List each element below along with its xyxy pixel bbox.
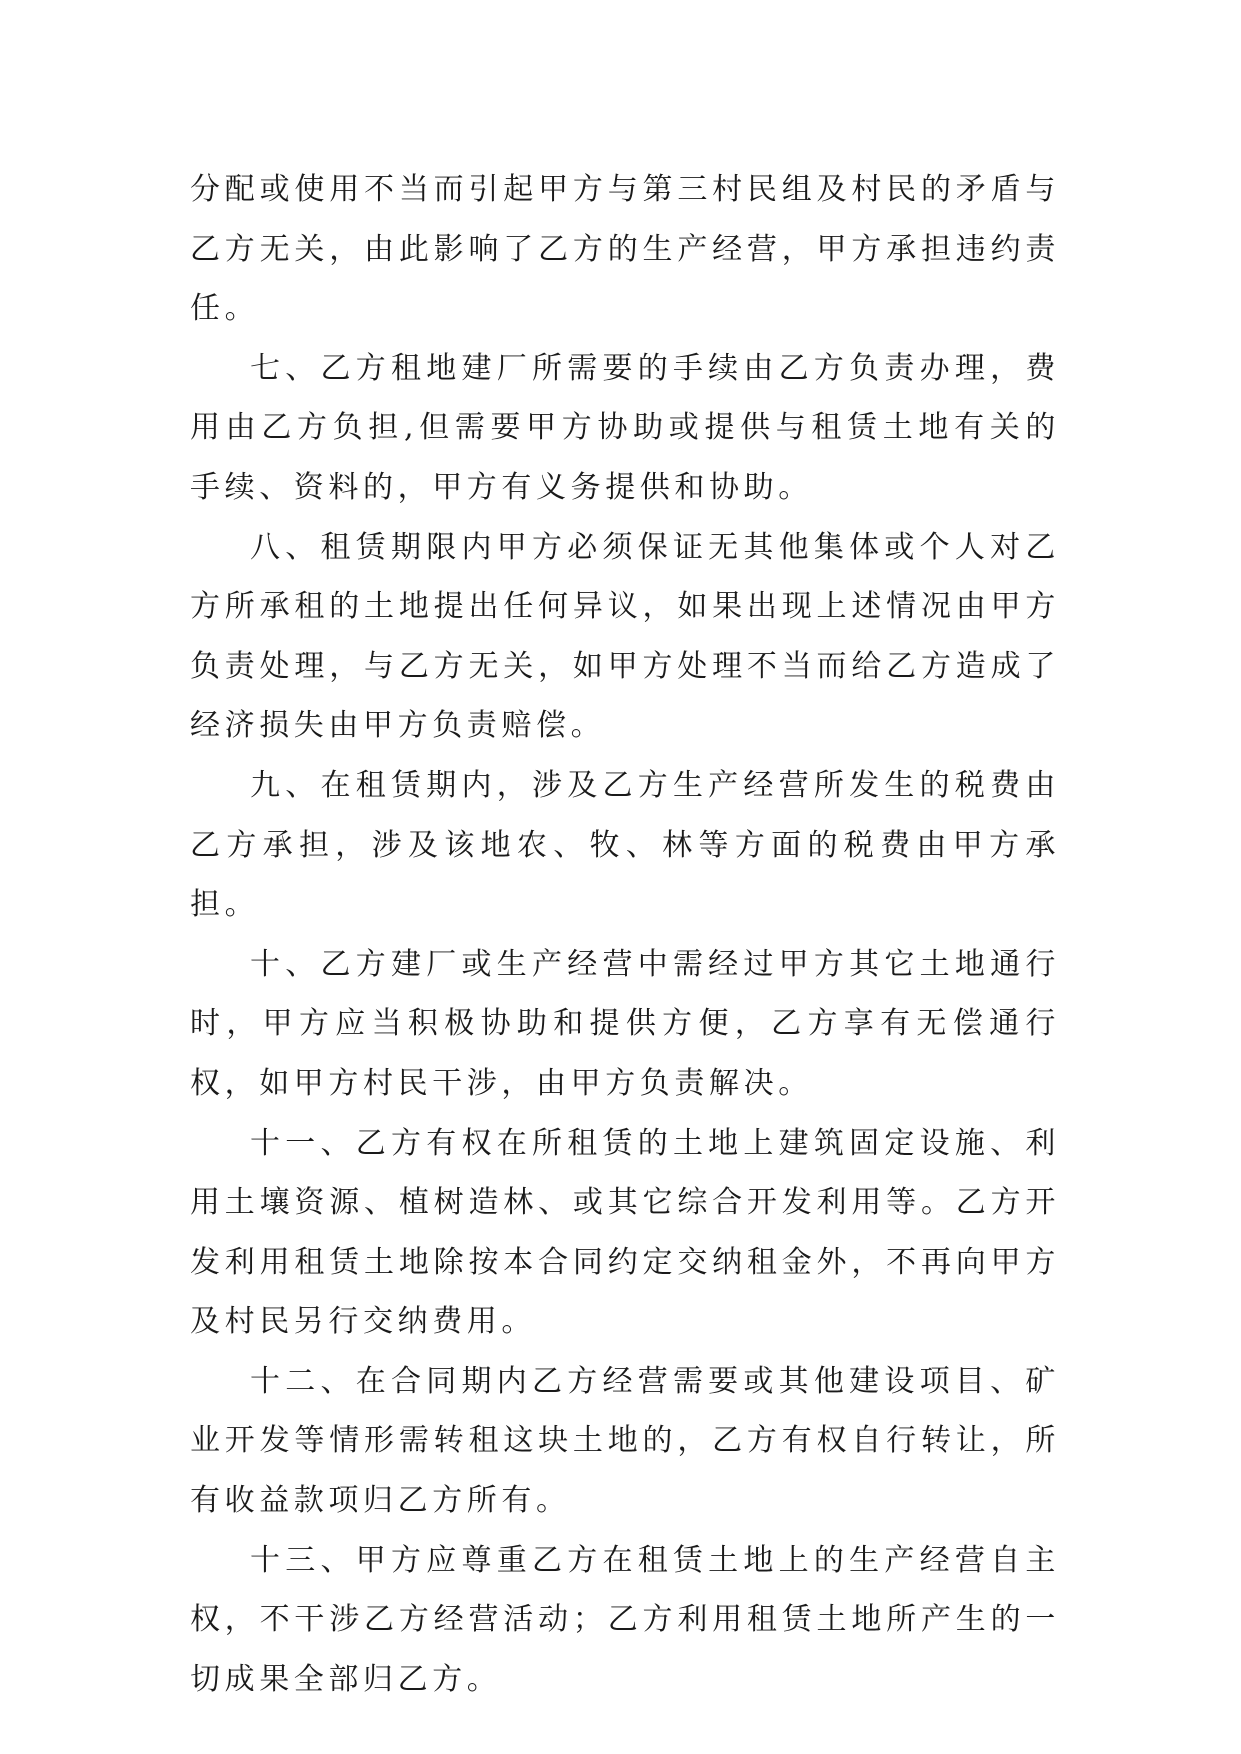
clause-10: 十、乙方建厂或生产经营中需经过甲方其它土地通行时，甲方应当积极协助和提供方便，乙方享有无偿通行权，如甲方村民干涉，由甲方负责解决。	[190, 946, 1060, 1101]
document-body	[190, 160, 1060, 1709]
clause-7: 七、乙方租地建厂所需要的手续由乙方负责办理，费用由乙方负担,但需要甲方协助或提供与租赁土地有关的手续、资料的，甲方有义务提供和协助。	[190, 350, 1060, 505]
paragraph-continuation: 分配或使用不当而引起甲方与第三村民组及村民的矛盾与乙方无关，由此影响了乙方的生产经营，甲方承担违约责任。	[190, 172, 1060, 327]
clause-9: 九、在租赁期内，涉及乙方生产经营所发生的税费由乙方承担，涉及该地农、牧、林等方面的税费由甲方承担。	[190, 767, 1060, 923]
clause-13: 十三、甲方应尊重乙方在租赁土地上的生产经营自主权，不干涉乙方经营活动；乙方利用租赁土地所产生的一切成果全部归乙方。	[190, 1542, 1060, 1697]
clause-8: 八、租赁期限内甲方必须保证无其他集体或个人对乙方所承租的土地提出任何异议，如果出现上述情况由甲方负责处理，与乙方无关，如甲方处理不当而给乙方造成了经济损失由甲方负责赔偿。	[190, 529, 1060, 744]
clause-11: 十一、乙方有权在所租赁的土地上建筑固定设施、利用土壤资源、植树造林、或其它综合开发利用等。乙方开发利用租赁土地除按本合同约定交纳租金外，不再向甲方及村民另行交纳费用。	[190, 1125, 1060, 1340]
clause-12: 十二、在合同期内乙方经营需要或其他建设项目、矿业开发等情形需转租这块土地的，乙方有权自行转让，所有收益款项归乙方所有。	[190, 1363, 1060, 1519]
